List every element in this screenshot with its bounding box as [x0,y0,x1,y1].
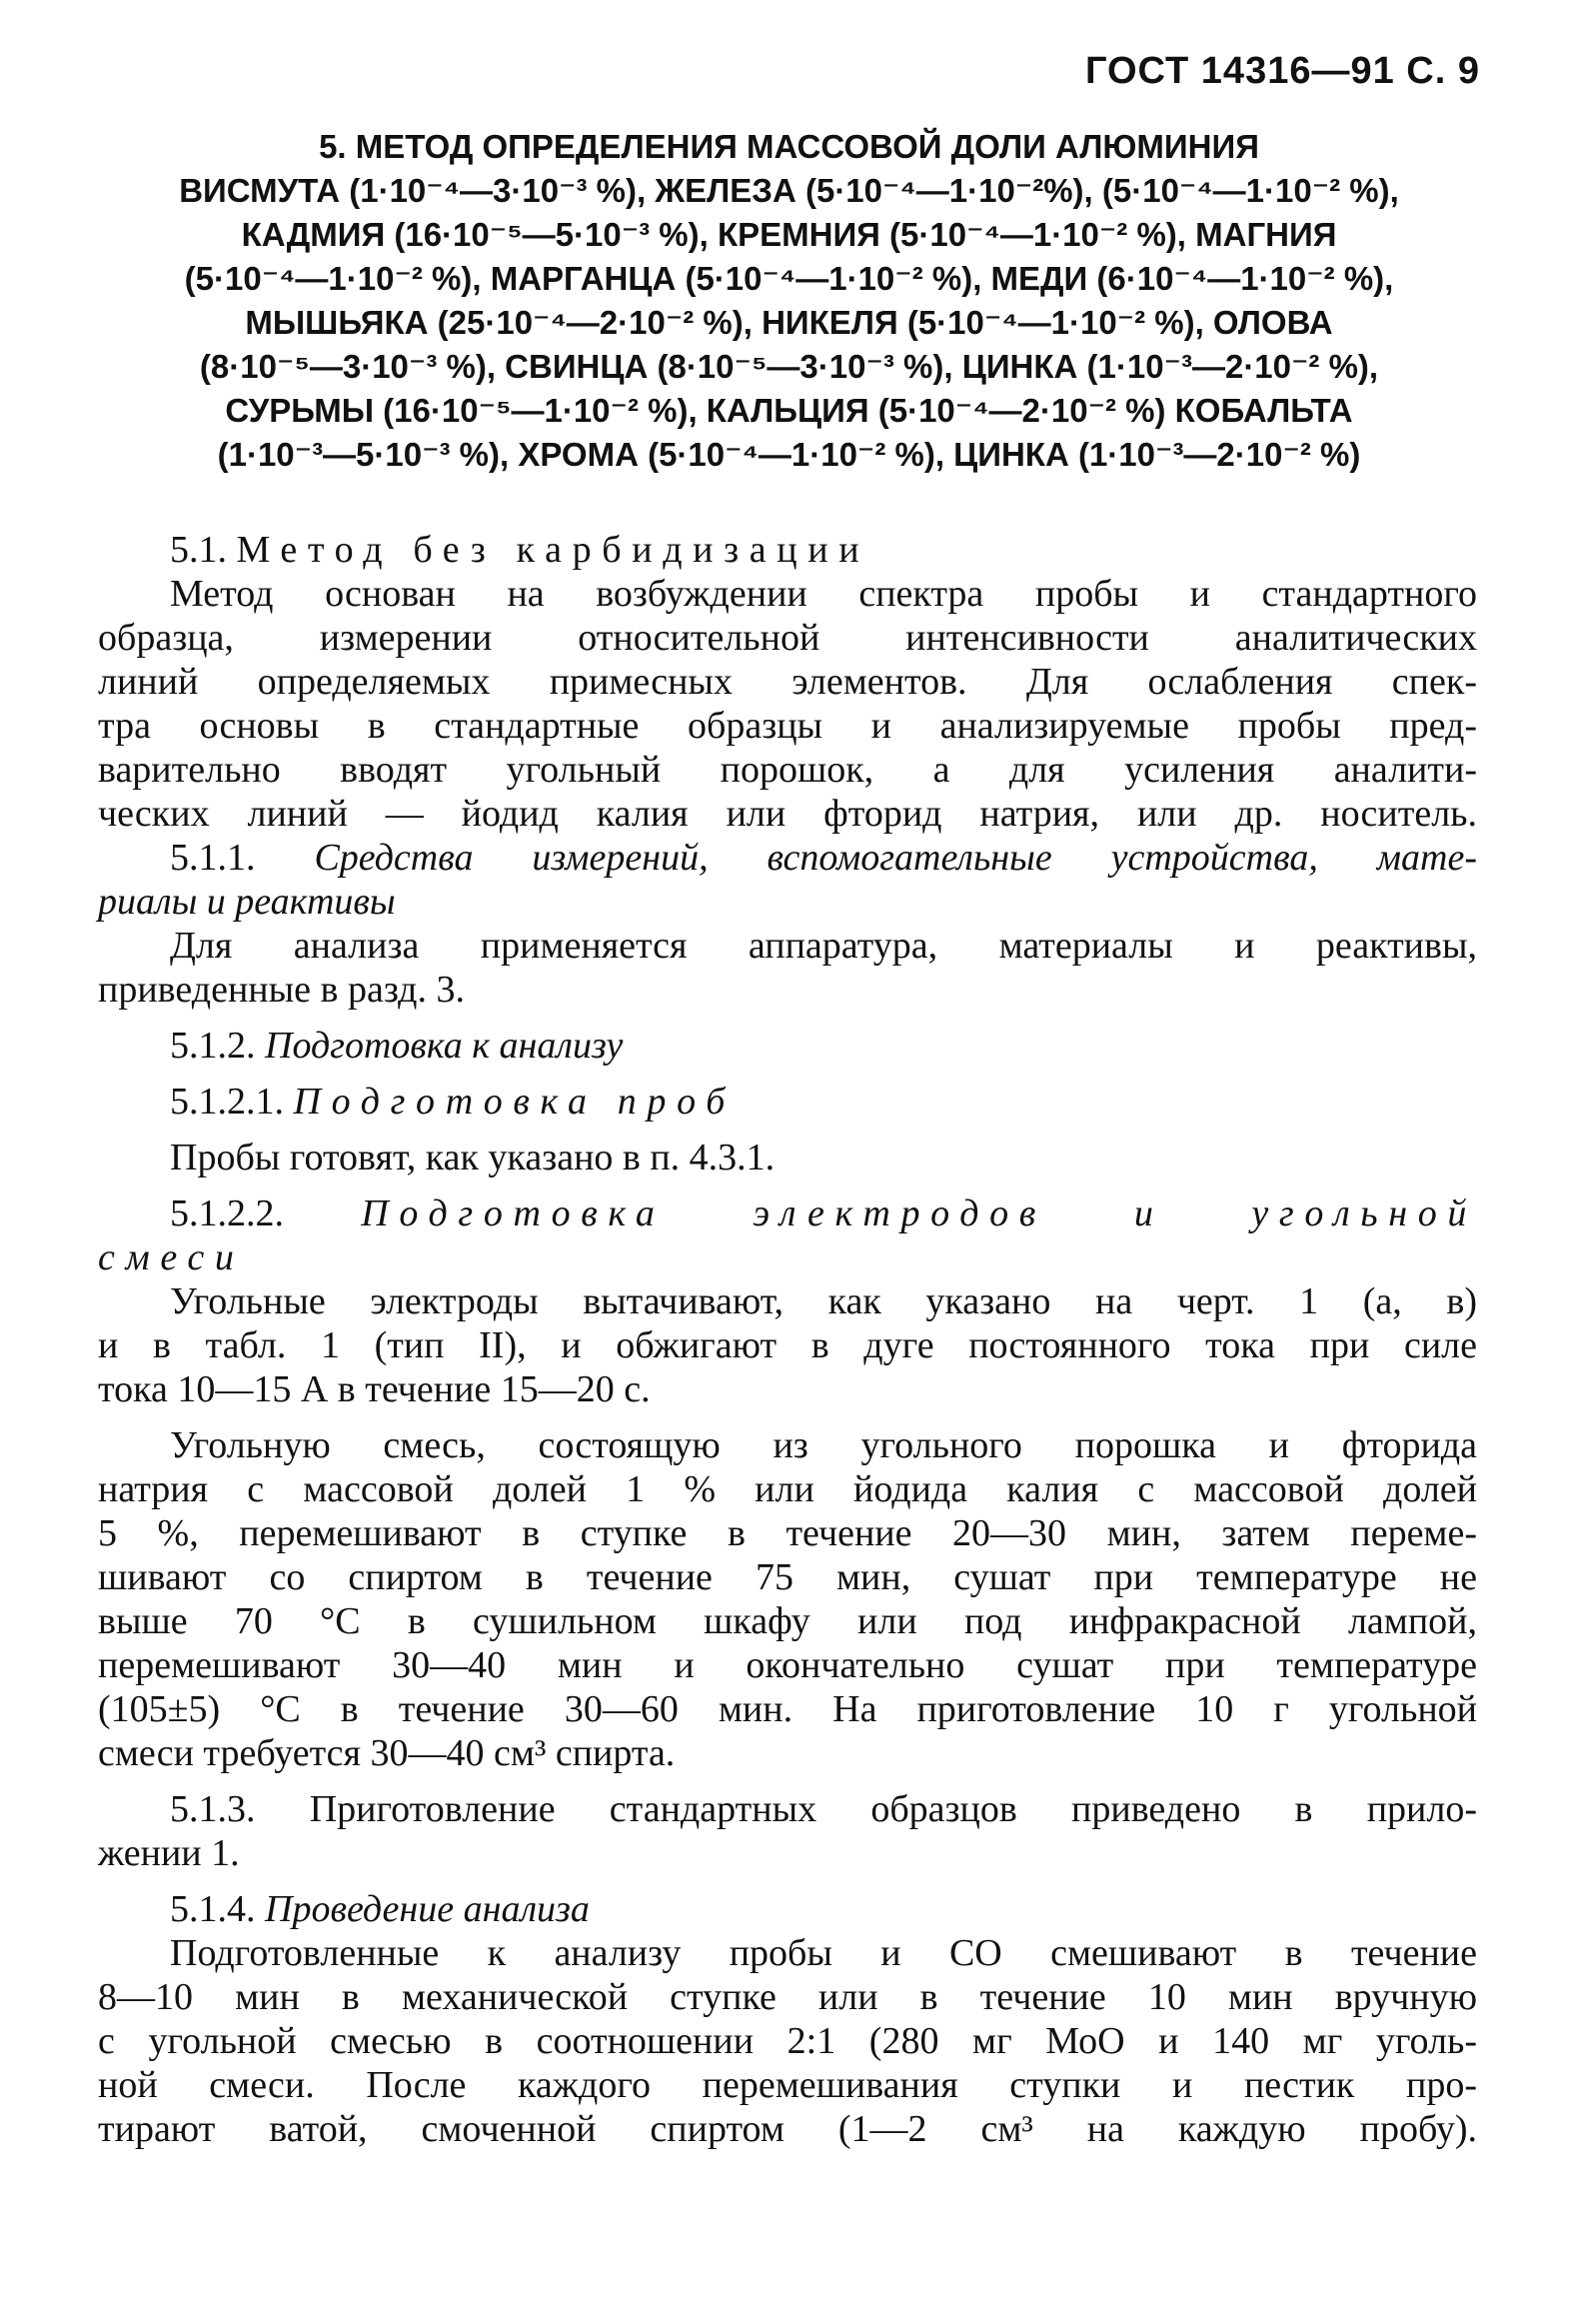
paragraph-line: смеси требуется 30—40 см³ спирта. [98,1732,676,1774]
subsection-5-1-heading [98,528,1477,572]
heading-line: (5·10⁻⁴—1·10⁻² %), МАРГАНЦА (5·10⁻⁴—1·10⁻² %), МЕДИ (6·10⁻⁴—1·10⁻² %), [184,260,1394,297]
subsection-number: 5.1.2.1. [170,1081,284,1123]
paragraph-line: линий определяемых примесных элементов. Для ослабления спек- [98,661,1477,703]
page-header: ГОСТ 14316—91 С. 9 [1084,50,1480,92]
heading-line: МЫШЬЯКА (25·10⁻⁴—2·10⁻² %), НИКЕЛЯ (5·10⁻⁴—1·10⁻² %), ОЛОВА [245,304,1333,341]
paragraph-line: 8—10 мин в механической ступке или в течение 10 мин вручную [98,1976,1477,2018]
subsection-title: Проведение анализа [265,1888,590,1930]
subsection-title-continued: смеси [98,1236,245,1278]
subsection-title: Подготовка к анализу [265,1025,624,1067]
heading-line: КАДМИЯ (16·10⁻⁵—5·10⁻³ %), КРЕМНИЯ (5·10⁻⁴—1·10⁻² %), МАГНИЯ [241,216,1337,253]
paragraph-line: образца, измерении относительной интенсивности аналитических [98,617,1477,659]
paragraph-line: ческих линий — йодид калия или фторид натрия, или др. носитель. [98,793,1477,835]
paragraph-line: варительно вводят угольный порошок, а для усиления аналити- [98,749,1477,791]
heading-line: (1·10⁻³—5·10⁻³ %), ХРОМА (5·10⁻⁴—1·10⁻² %), ЦИНКА (1·10⁻³—2·10⁻² %) [217,436,1361,473]
subsection-title: Средства измерений, вспомогательные устройства, мате- [314,837,1477,879]
paragraph-line: Для анализа применяется аппаратура, материалы и реактивы, [170,925,1477,967]
paragraph-line: ной смеси. После каждого перемешивания ступки и пестик про- [98,2064,1477,2106]
paragraph-line: Угольные электроды вытачивают, как указано на черт. 1 (а, в) [170,1280,1477,1322]
paragraph-line: выше 70 °С в сушильном шкафу или под инфракрасной лампой, [98,1600,1477,1642]
paragraph-line: жении 1. [98,1832,240,1874]
subsection-5-1-4-heading [98,1887,1477,1931]
subsection-5-1-2-heading [98,1024,1477,1068]
paragraph-line: тока 10—15 А в течение 15—20 с. [98,1368,651,1410]
section-5-title-line [98,125,1480,169]
subsection-number: 5.1. [170,529,227,571]
paragraph-line: тирают ватой, смоченной спиртом (1—2 см³ на каждую пробу). [98,2108,1477,2150]
subsection-title-continued: риалы и реактивы [98,881,396,923]
subsection-5-1-1-heading [98,836,1477,880]
paragraph-line: 5 %, перемешивают в ступке в течение 20—30 мин, затем переме- [98,1512,1477,1554]
paragraph-line: Пробы готовят, как указано в п. 4.3.1. [170,1137,776,1178]
paragraph-line: с угольной смесью в соотношении 2:1 (280 мг МоО и 140 мг уголь- [98,2020,1477,2062]
subsection-title: Метод без карбидизации [236,529,870,571]
subsection-number: 5.1.2.2. [170,1192,284,1234]
subsection-number: 5.1.2. [170,1025,256,1067]
subsection-title: Подготовка проб [293,1081,736,1123]
paragraph-line: натрия с массовой долей 1 % или йодида калия с массовой долей [98,1468,1477,1510]
subsection-number: 5.1.3. [170,1788,256,1830]
subsection-5-1-3-paragraph [98,1787,1477,1831]
paragraph-line: Метод основан на возбуждении спектра пробы и стандартного [170,573,1477,615]
body-text [98,528,1477,2151]
subsection-5-1-2-1-heading [98,1080,1477,1124]
subsection-number: 5.1.1. [170,837,256,879]
section-5-number: 5. [319,128,347,165]
paragraph-line: Подготовленные к анализу пробы и СО смешивают в течение [170,1932,1477,1974]
heading-line: ВИСМУТА (1·10⁻⁴—3·10⁻³ %), ЖЕЛЕЗА (5·10⁻⁴—1·10⁻²%), (5·10⁻⁴—1·10⁻² %), [179,172,1399,209]
subsection-title: Подготовка электродов и угольной [361,1192,1477,1234]
paragraph-line: Приготовление стандартных образцов приведено в прило- [309,1788,1478,1830]
paragraph-line: тра основы в стандартные образцы и анализируемые пробы пред- [98,705,1477,747]
paragraph-line: перемешивают 30—40 мин и окончательно сушат при температуре [98,1644,1477,1686]
paragraph-line: шивают со спиртом в течение 75 мин, сушат при температуре не [98,1556,1477,1598]
subsection-number: 5.1.4. [170,1888,256,1930]
paragraph-line: Угольную смесь, состоящую из угольного порошка и фторида [170,1424,1477,1466]
subsection-5-1-2-2-heading [98,1191,1477,1235]
paragraph-line: приведенные в разд. 3. [98,969,465,1011]
heading-line: (8·10⁻⁵—3·10⁻³ %), СВИНЦА (8·10⁻⁵—3·10⁻³ %), ЦИНКА (1·10⁻³—2·10⁻² %), [199,348,1379,385]
section-5-title: МЕТОД ОПРЕДЕЛЕНИЯ МАССОВОЙ ДОЛИ АЛЮМИНИЯ [355,128,1259,165]
section-5-heading [98,125,1480,477]
heading-line: СУРЬМЫ (16·10⁻⁵—1·10⁻² %), КАЛЬЦИЯ (5·10⁻⁴—2·10⁻² %) КОБАЛЬТА [225,392,1353,429]
paragraph-line: (105±5) °С в течение 30—60 мин. На приготовление 10 г угольной [98,1688,1477,1730]
paragraph-line: и в табл. 1 (тип II), и обжигают в дуге постоянного тока при силе [98,1324,1477,1366]
